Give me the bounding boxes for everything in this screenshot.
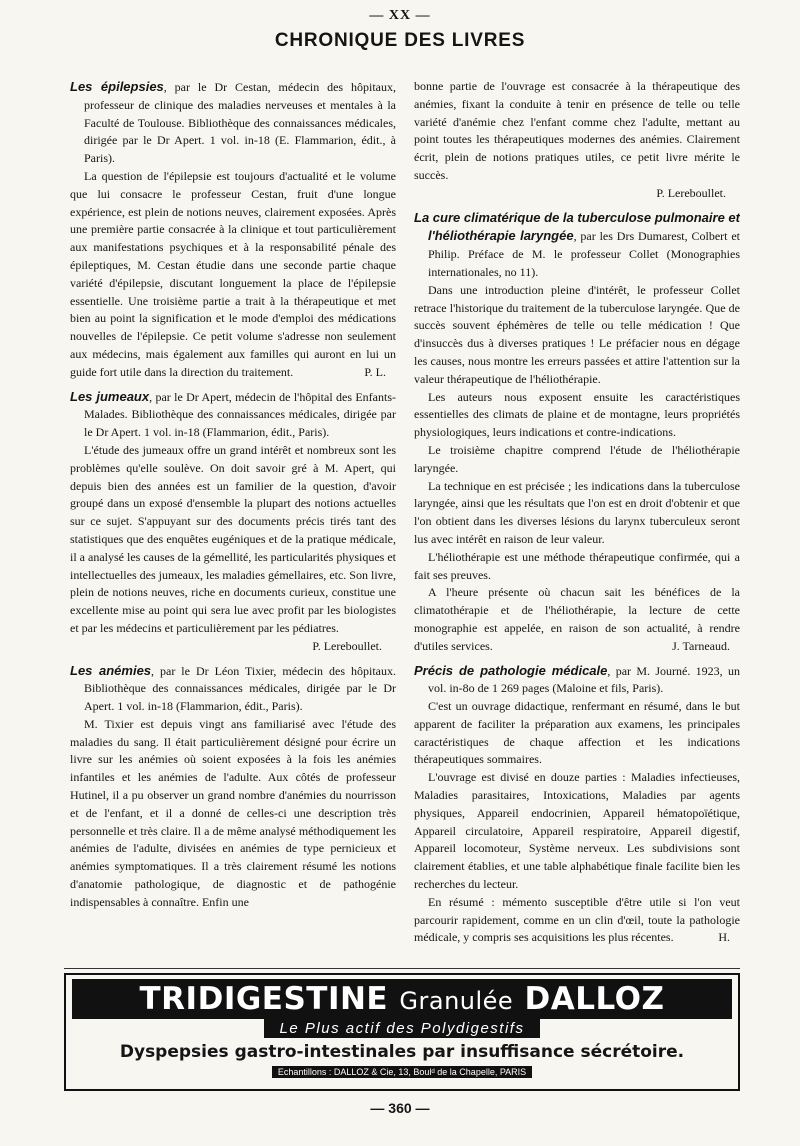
- roman-page-number: — XX —: [369, 8, 431, 23]
- review-columns: [70, 78, 740, 963]
- page-number: — 360 —: [370, 1100, 430, 1116]
- review-bibliography: , par le Dr Apert, médecin de l'hôpital des Enfants-Malades. Bibliothèque des connaissances médicales, dirigée par le Dr Apert. 1 vol. in-18 (Flammarion, édit., Paris).: [84, 389, 396, 440]
- review-heading: [70, 662, 396, 716]
- review-paragraph: [414, 894, 740, 947]
- review-paragraph: Le troisième chapitre comprend l'étude de l'héliothérapie laryngée.: [414, 442, 740, 475]
- review-body-continued: bonne partie de l'ouvrage est consacrée à la thérapeutique des anémies, fixant la conduite à tenir en présence de telle ou telle variété d'anémie chez l'enfant comme chez l'adulte, mettant au point toutes les thérapeutiques modernes des anémies. Clairement écrit, plein de notions pratiques utiles, ce petit livre mérite le succès.: [414, 79, 740, 182]
- ad-slogan: Le Plus actif des Polydigestifs: [264, 1019, 541, 1038]
- review-bibliography: , par le Dr Cestan, médecin des hôpitaux, professeur de clinique des maladies nerveuses et mentales à la Faculté de Toulouse. Bibliothèque des connaissances médicales, dirigée par le Dr Apert. 1 vol. in-18 (E. Flammarion, édit., à Paris).: [84, 80, 396, 166]
- review-signature: P. Lereboullet.: [656, 185, 726, 200]
- review-epilepsies: [70, 78, 396, 382]
- review-body: L'étude des jumeaux offre un grand intérêt et nombreux sont les problèmes qu'elle soulève. On doit savoir gré à M. Apert, qui depuis bien des années est un familier de la question, d'avoir groupé dans un exposé d'ensemble la plupart des notions actuelles sur ce sujet. S'appuyant sur des documents précis tirés tant des statistiques que des enquêtes eugéniques et de la pratique médicale, il a analysé les causes de la gémellité, les particularités physiques et intellectuelles des jumeaux, les maladies gémellaires, etc. Son livre, plein de notions neuves, riche en documents curieux, constitue une excellente mise au point qui sera lue avec profit par les biologistes et par les médecins et particulièrement par les pédiatres.: [70, 442, 396, 635]
- review-paragraph: L'ouvrage est divisé en douze parties : Maladies infectieuses, Maladies parasitaires, Intoxications, Maladies par agents physiques, Appareil endocrinien, Appareil hématopoïétique, Appareil circulatoire, Appareil respiratoire, Appareil digestif, Appareil locomoteur, Système nerveux. Les subdivisions sont clairement établies, et une table alphabétique finale facilite bien les recherches du lecteur.: [414, 770, 740, 892]
- advertisement-box: [64, 973, 740, 1091]
- review-body-text: La question de l'épilepsie est toujours d'actualité et le volume que lui consacre le professeur Cestan, fruit d'une longue expérience, est plein de notions neuves, clairement exposées. Après une première partie consacrée à la clinique et tout particulièrement aux manifestations psychiques et à la responsabilité pénale des épileptiques, M. Cestan étudie dans une seconde partie chaque variété d'épilepsie, discutant longuement la place de l'épilepsie essentielle. Une troisième partie a trait à la thérapeutique et met bien au point la signification et le mode d'emploi des médications nouvelles de l'épilepsie. Ce petit volume s'adresse non seulement aux médecins, mais également aux familles qui auront en lui un guide fort utile dans la direction du traitement.: [70, 168, 396, 379]
- review-paragraph-text: A l'heure présente où chacun sait les bénéfices de la climatothérapie et de l'héliothérapie, la lecture de cette monographie est appelée, en raison de son actualité, à rendre d'utiles services.: [414, 585, 740, 653]
- review-bibliography: , par M. Journé. 1923, un vol. in-8o de 1 269 pages (Maloine et fils, Paris).: [428, 663, 740, 696]
- review-cure-climaterique: [414, 209, 740, 656]
- review-body: M. Tixier est depuis vingt ans familiarisé avec l'étude des maladies du sang. Il était particulièrement désigné pour écrire un livre sur les anémies où soient exposées à la fois les anémies infantiles et les anémies de l'adulte. Aux côtés de professeur Hutinel, il a pu observer un grand nombre d'anémies du nourrisson et de l'enfant, et il a donné de celles-ci une description très personnelle et très claire. Il a de même analysé méthodiquement les anémies de l'adulte, divisées en anémies de type pernicieux et anémies symptomatiques. Il a très clairement résumé les notions d'anatomie pathologique, de diagnostic et de pathogénie indispensables à connaître. Enfin une: [70, 716, 396, 909]
- review-heading: [70, 78, 396, 168]
- ad-brand-name: TRIDIGESTINE: [139, 981, 389, 1017]
- right-column: [414, 78, 740, 963]
- review-title: Précis de pathologie médicale: [414, 662, 608, 678]
- review-signature: P. Lereboullet.: [312, 638, 382, 653]
- review-body: [70, 168, 396, 382]
- left-column: [70, 78, 396, 963]
- page-header: [0, 8, 800, 52]
- review-title: Les jumeaux: [70, 388, 150, 404]
- ad-samples-address: Echantillons : DALLOZ & Cie, 13, Boulᵈ de la Chapelle, PARIS: [272, 1066, 532, 1078]
- review-heading: [414, 209, 740, 282]
- review-paragraph: La technique en est précisée ; les indications dans la tuberculose laryngée, ainsi que les résultats que l'on est en droit d'obtenir et que l'on obtient dans les diverses lésions du larynx tuberculeux seront lus avec intérêt en raison de leur valeur.: [414, 478, 740, 546]
- review-paragraph: L'héliothérapie est une méthode thérapeutique confirmée, qui a fait ses preuves.: [414, 549, 740, 582]
- review-title: La cure climatérique de la tuberculose pulmonaire et l'héliothérapie laryngée: [414, 209, 740, 244]
- review-signature: H.: [718, 930, 730, 945]
- section-title: CHRONIQUE DES LIVRES: [274, 30, 526, 51]
- review-title: Les épilepsies: [70, 79, 164, 94]
- ad-brand-form: Granulée: [399, 987, 514, 1015]
- review-signature: P. L.: [364, 364, 386, 379]
- review-paragraph-text: En résumé : mémento susceptible d'être utile si l'on veut parcourir rapidement, comme en un clin d'œil, toute la pathologie médicale, y compris ses acquisitions les plus récentes.: [414, 894, 740, 945]
- review-bibliography: , par les Drs Dumarest, Colbert et Philip. Préface de M. le professeur Collet (Monographies internationales, no 11).: [428, 229, 740, 279]
- review-heading: [70, 388, 396, 442]
- review-precis: [414, 662, 740, 948]
- review-paragraph: [414, 584, 740, 655]
- review-paragraph: Dans une introduction pleine d'intérêt, le professeur Collet retrace l'historique du traitement de la tuberculose laryngée. Que de succès souvent éphémères de telle ou telle médication ! Que d'insuccès dus à diverses pratiques ! Le préfacier nous en dégage les causes, nous montre les erreurs passées et attire l'attention sur la valeur thérapeutique de l'héliothérapie.: [414, 282, 740, 386]
- review-jumeaux: [70, 388, 396, 656]
- ad-brand-maker: DALLOZ: [524, 981, 665, 1017]
- ad-brand-banner: [72, 979, 732, 1019]
- review-title: Les anémies: [70, 662, 152, 678]
- ad-divider: [64, 968, 740, 969]
- review-signature: J. Tarneaud.: [672, 638, 730, 653]
- ad-tagline: Dyspepsies gastro-intestinales par insuffisance sécrétoire.: [119, 1042, 685, 1062]
- review-paragraph: C'est un ouvrage didactique, renfermant en résumé, dans le but apparent de faciliter la préparation aux examens, les principales caractéristiques de chaque affection et les indications thérapeutiques sommaires.: [414, 699, 740, 767]
- review-paragraph: Les auteurs nous exposent ensuite les caractéristiques essentielles des climats de plaine et de montagne, leurs propriétés physiologiques, leurs indications et contre-indications.: [414, 389, 740, 440]
- review-anemies-continued: [414, 78, 740, 203]
- review-heading: [414, 662, 740, 699]
- review-bibliography: , par le Dr Léon Tixier, médecin des hôpitaux. Bibliothèque des connaissances médicales, dirigée par le Dr Apert. 1 vol. in-18 (Flammarion, édit., Paris).: [84, 663, 396, 714]
- review-anemies: [70, 662, 396, 912]
